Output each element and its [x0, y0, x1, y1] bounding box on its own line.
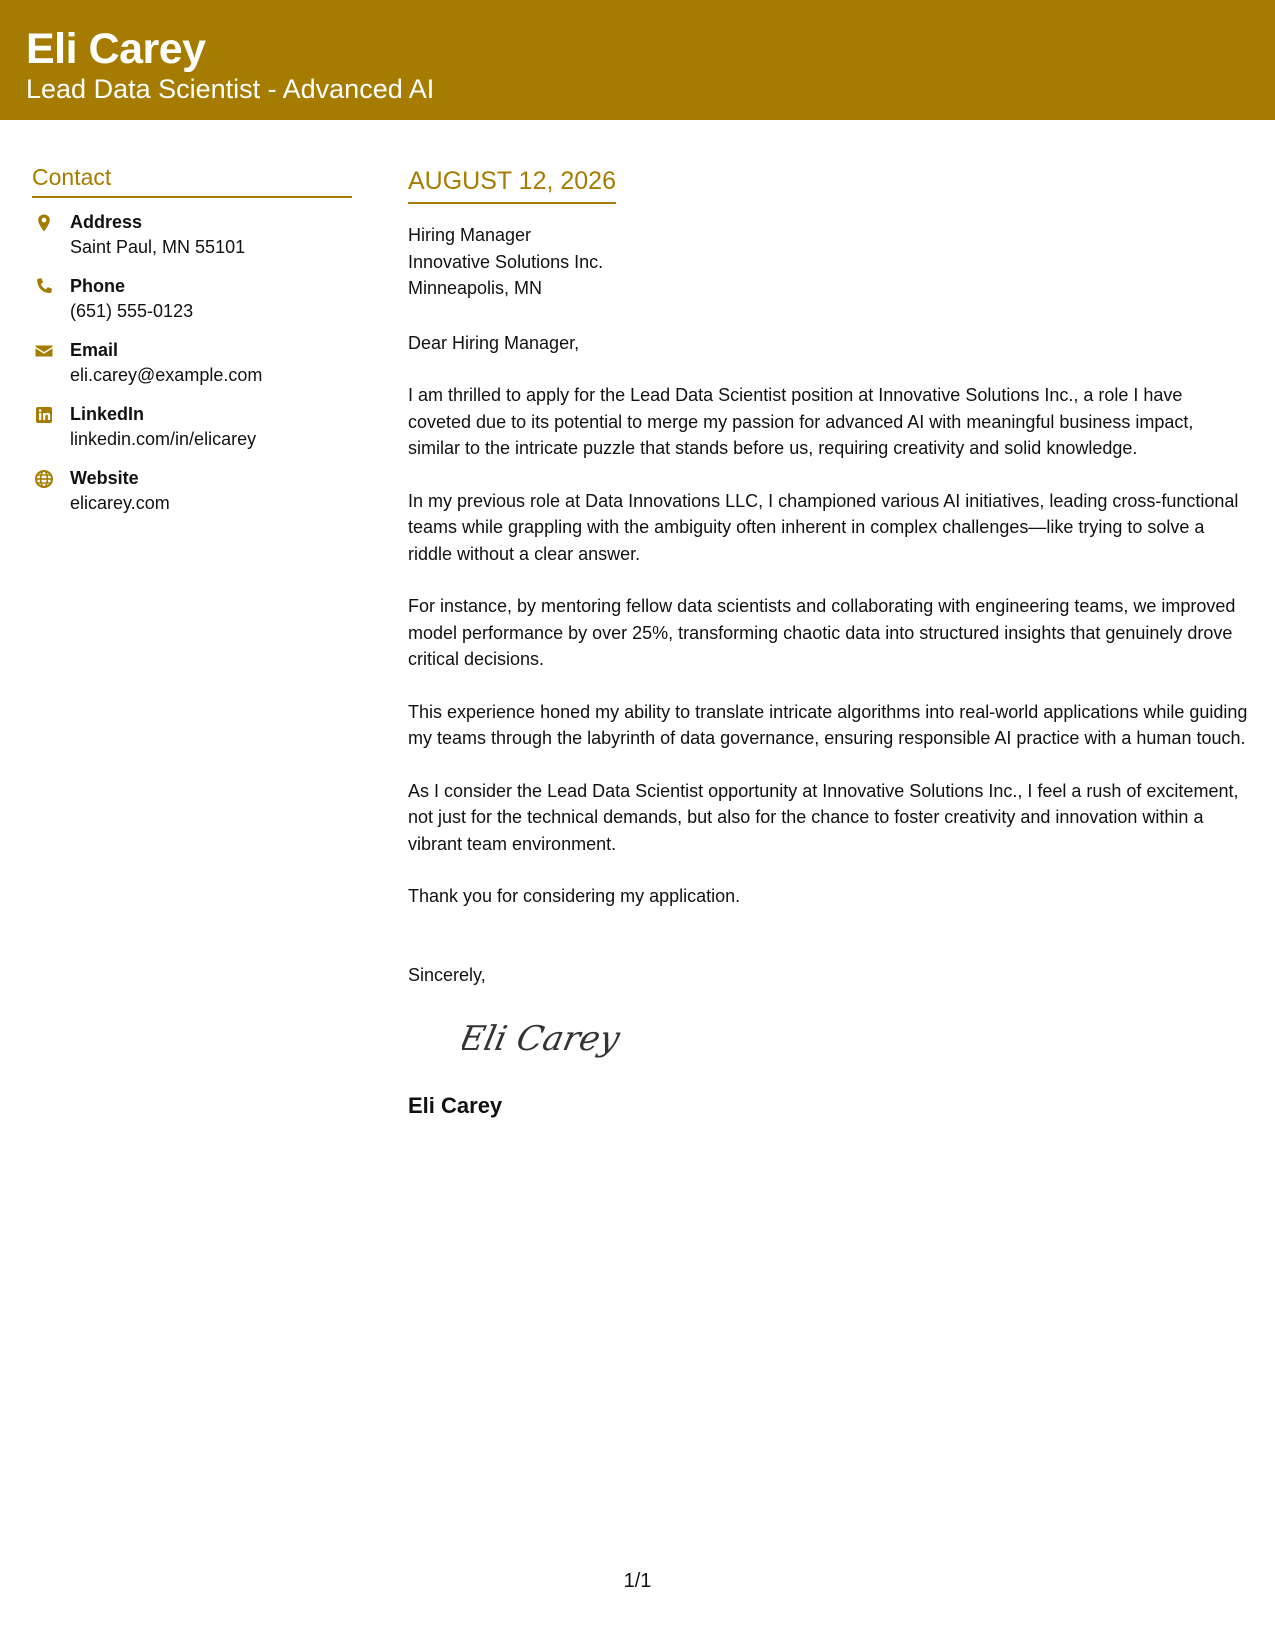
recipient-line: Innovative Solutions Inc.: [408, 251, 604, 272]
contact-item-email: [32, 338, 352, 388]
letter-body: [408, 166, 1248, 1119]
contact-label: Email: [70, 339, 119, 360]
globe-icon: [34, 469, 54, 489]
contact-value: eli.carey@example.com: [70, 364, 263, 385]
contact-item-website: [32, 466, 352, 516]
contact-item-address: [32, 210, 352, 260]
contact-label: Phone: [70, 275, 126, 296]
linkedin-icon: [34, 405, 54, 425]
header-banner: [0, 0, 1275, 120]
contact-label: Website: [70, 467, 139, 488]
contact-value: Saint Paul, MN 55101: [70, 236, 246, 257]
salutation: Dear Hiring Manager,: [408, 332, 580, 353]
map-pin-icon: [34, 213, 54, 233]
recipient-line: Minneapolis, MN: [408, 278, 543, 298]
contact-heading: Contact: [32, 164, 352, 198]
letter-paragraph: This experience honed my ability to translate intricate algorithms into real-world applications while guiding my teams through the labyrinth of data governance, ensuring responsible AI practice with a human touch.: [408, 701, 1248, 748]
recipient-block: [408, 222, 1248, 302]
contact-label: LinkedIn: [70, 403, 145, 424]
contact-sidebar: [32, 164, 352, 530]
contact-item-phone: [32, 274, 352, 324]
contact-value: elicarey.com: [70, 492, 170, 513]
applicant-name: Eli Carey: [26, 25, 206, 73]
closing: Sincerely,: [408, 964, 486, 985]
phone-icon: [34, 277, 54, 297]
letter-paragraph: As I consider the Lead Data Scientist opportunity at Innovative Solutions Inc., I feel a rush of excitement, not just for the technical demands, but also for the chance to foster creativity and innovation within a vibrant team environment.: [408, 780, 1239, 854]
applicant-title: Lead Data Scientist - Advanced AI: [26, 74, 435, 104]
letter-paragraph: Thank you for considering my application.: [408, 886, 741, 906]
signature-text: Eli Carey: [462, 1019, 622, 1059]
recipient-line: Hiring Manager: [408, 225, 532, 245]
letter-paragraph: I am thrilled to apply for the Lead Data Scientist position at Innovative Solutions Inc., a role I have coveted due to its potential to merge my passion for advanced AI with meaningful business impact, similar to the intricate puzzle that stands before us, requiring creativity and solid knowledge.: [408, 385, 1194, 458]
contact-item-linkedin: [32, 402, 352, 452]
letter-paragraph: For instance, by mentoring fellow data scientists and collaborating with engineering teams, we improved model performance by over 25%, transforming chaotic data into structured insights that genuinely drove critical decisions.: [408, 596, 1236, 669]
letter-paragraph: In my previous role at Data Innovations LLC, I championed various AI initiatives, leading cross-functional teams while grappling with the ambiguity often inherent in complex challenges—like trying to solve a riddle without a clear answer.: [408, 490, 1239, 564]
contact-value: linkedin.com/in/elicarey: [70, 428, 257, 449]
contact-list: [32, 210, 352, 516]
contact-value: (651) 555-0123: [70, 300, 194, 321]
contact-label: Address: [70, 211, 143, 232]
envelope-icon: [34, 341, 54, 361]
letter-date: AUGUST 12, 2026: [408, 166, 616, 204]
page-number: 1/1: [623, 1570, 652, 1592]
signed-name: Eli Carey: [408, 1093, 503, 1118]
signature-image: [462, 1010, 622, 1070]
